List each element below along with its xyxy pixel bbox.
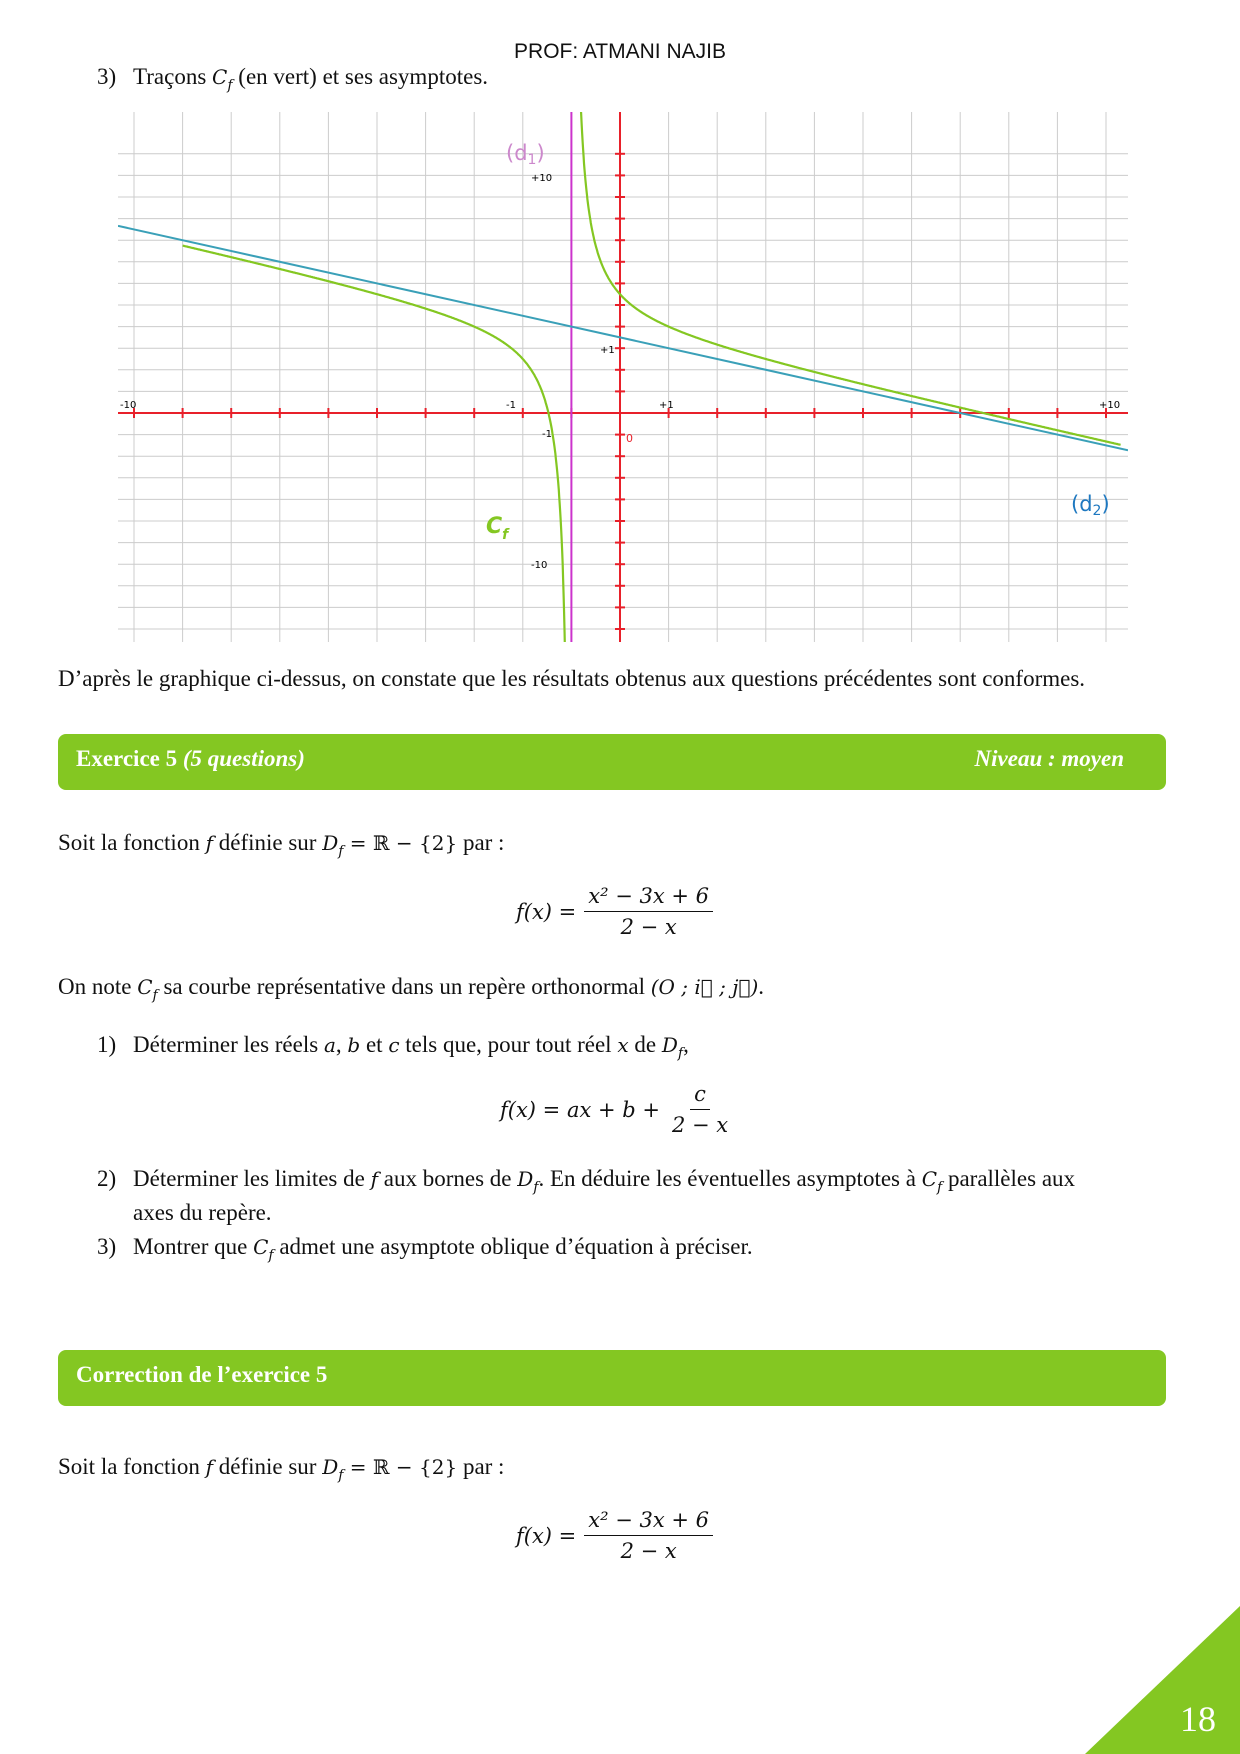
math-b: b (347, 1033, 361, 1057)
page-header: PROF: ATMANI NAJIB (514, 40, 726, 63)
page-corner-triangle (1085, 1606, 1240, 1754)
tick-label-x-p1: +1 (659, 400, 674, 411)
axes (118, 112, 1128, 642)
text: par : (457, 830, 505, 855)
asymptote-d2-line (118, 226, 1128, 450)
correction-5-title: Correction de l’exercice 5 (76, 1362, 328, 1387)
math-D: D (517, 1167, 534, 1191)
tick-label-y-m10: -10 (531, 560, 548, 571)
exercise-5-formula (516, 884, 713, 939)
text: admet une asymptote oblique d’équation à préciser. (273, 1234, 753, 1259)
math-sub: f (152, 987, 158, 1004)
text: , (683, 1032, 689, 1057)
question-1 (97, 1030, 689, 1069)
label-cf (486, 514, 510, 543)
question-2-line-2: axes du repère. (133, 1200, 272, 1225)
text: aux bornes de (378, 1166, 518, 1191)
text: Montrer que (133, 1234, 254, 1259)
question-2 (97, 1164, 1075, 1203)
text: Déterminer les réels (133, 1032, 324, 1057)
text: , (335, 1032, 348, 1057)
formula-fraction (584, 884, 713, 939)
math-C: C (921, 1167, 938, 1191)
curve-cf-right-branch (580, 112, 1121, 445)
text: définie sur (212, 1454, 323, 1479)
label-d2 (1071, 492, 1110, 519)
math-sub: f (338, 843, 344, 860)
math-x: x (617, 1033, 629, 1057)
label-d1-sub: 1 (527, 152, 537, 168)
exercise-5-intro (58, 828, 504, 867)
formula-denominator: 2 − x (620, 1539, 677, 1563)
item-number: 3) (97, 64, 117, 89)
text: parallèles aux (942, 1166, 1076, 1191)
tick-label-x-min: -10 (120, 400, 137, 411)
formula-lhs: f(x) = ax + b + (500, 1097, 660, 1122)
exercise-5-banner (58, 734, 1166, 790)
tick-label-x-max: +10 (1099, 400, 1121, 411)
text: par : (457, 1454, 505, 1479)
math-C: C (212, 65, 228, 89)
correction-5-formula (516, 1508, 713, 1563)
math-f: f (370, 1167, 378, 1191)
text: et (360, 1032, 389, 1057)
math-sub: f (937, 1179, 943, 1196)
question-1-formula (500, 1082, 732, 1137)
math-frame: (O ; i⃗ ; j⃗) (650, 975, 759, 999)
math-sub: f (338, 1467, 344, 1484)
text: . En déduire les éventuelles asymptotes à (538, 1166, 922, 1191)
math-sub: f (227, 77, 233, 94)
text: Soit la fonction (58, 830, 206, 855)
math-a: a (323, 1033, 336, 1057)
grid (118, 112, 1128, 642)
question-3 (97, 1232, 753, 1271)
math-sub: f (677, 1045, 684, 1062)
question-number: 2) (97, 1166, 117, 1191)
formula-lhs: f(x) = (516, 899, 577, 924)
math-f: f (205, 1455, 213, 1479)
formula-denominator: 2 − x (671, 1113, 729, 1137)
exercise-5-level: Niveau : moyen (974, 746, 1124, 771)
tick-label-x-m1: -1 (506, 400, 516, 411)
text: (en vert) et ses asymptotes. (232, 64, 489, 89)
exercise-5-title (76, 746, 305, 772)
label-d2-sub: 2 (1092, 503, 1102, 519)
label-d2-close: ) (1101, 492, 1110, 516)
formula-numerator: c (690, 1082, 710, 1110)
function-graph (118, 112, 1128, 642)
math-C: C (137, 975, 153, 999)
text: définie sur (212, 830, 323, 855)
formula-numerator: x² − 3x + 6 (584, 884, 713, 912)
text: de (628, 1032, 662, 1057)
math-C: C (253, 1235, 269, 1259)
text: . (758, 974, 765, 999)
label-cf-sub: f (502, 527, 509, 543)
formula-fraction (584, 1508, 713, 1563)
math-D: D (322, 1455, 339, 1479)
label-d2-text: (d (1071, 492, 1093, 516)
correction-5-intro (58, 1452, 504, 1491)
origin-label: 0 (626, 432, 633, 445)
banner-title: Exercice 5 (76, 746, 178, 771)
exercise-5-note (58, 972, 764, 1011)
math-set: = ℝ − {2} (343, 1455, 458, 1479)
formula-lhs: f(x) = (516, 1523, 577, 1548)
page-number: 18 (1180, 1699, 1216, 1739)
question-number: 3) (97, 1234, 117, 1259)
text: tels que, pour tout réel (399, 1032, 618, 1057)
formula-fraction (668, 1082, 732, 1137)
label-d1-text: (d (506, 141, 528, 165)
text: Traçons (133, 64, 213, 89)
formula-denominator: 2 − x (620, 915, 677, 939)
formula-numerator: x² − 3x + 6 (584, 1508, 713, 1536)
text: On note (58, 974, 138, 999)
tick-label-y-p1: +1 (600, 345, 615, 356)
label-d1 (506, 141, 545, 168)
math-D: D (322, 831, 339, 855)
math-f: f (205, 831, 213, 855)
label-d1-close: ) (536, 141, 545, 165)
question-number: 1) (97, 1032, 117, 1057)
math-c: c (388, 1033, 400, 1057)
math-set: = ℝ − {2} (343, 831, 458, 855)
text: Déterminer les limites de (133, 1166, 371, 1191)
math-sub: f (533, 1179, 539, 1196)
math-D: D (661, 1033, 678, 1057)
math-sub: f (268, 1247, 274, 1264)
conclusion-text: D’après le graphique ci-dessus, on constate que les résultats obtenus aux questions précédentes sont conformes. (58, 666, 1086, 691)
banner-subtitle: (5 questions) (182, 746, 305, 771)
item-3-title (97, 62, 488, 101)
tick-label-y-p10: +10 (531, 173, 553, 184)
correction-5-banner (58, 1350, 1166, 1406)
tick-label-y-m1: -1 (542, 429, 552, 440)
label-cf-text: C (486, 514, 503, 539)
text: sa courbe représentative dans un repère orthonormal (157, 974, 651, 999)
text: Soit la fonction (58, 1454, 206, 1479)
